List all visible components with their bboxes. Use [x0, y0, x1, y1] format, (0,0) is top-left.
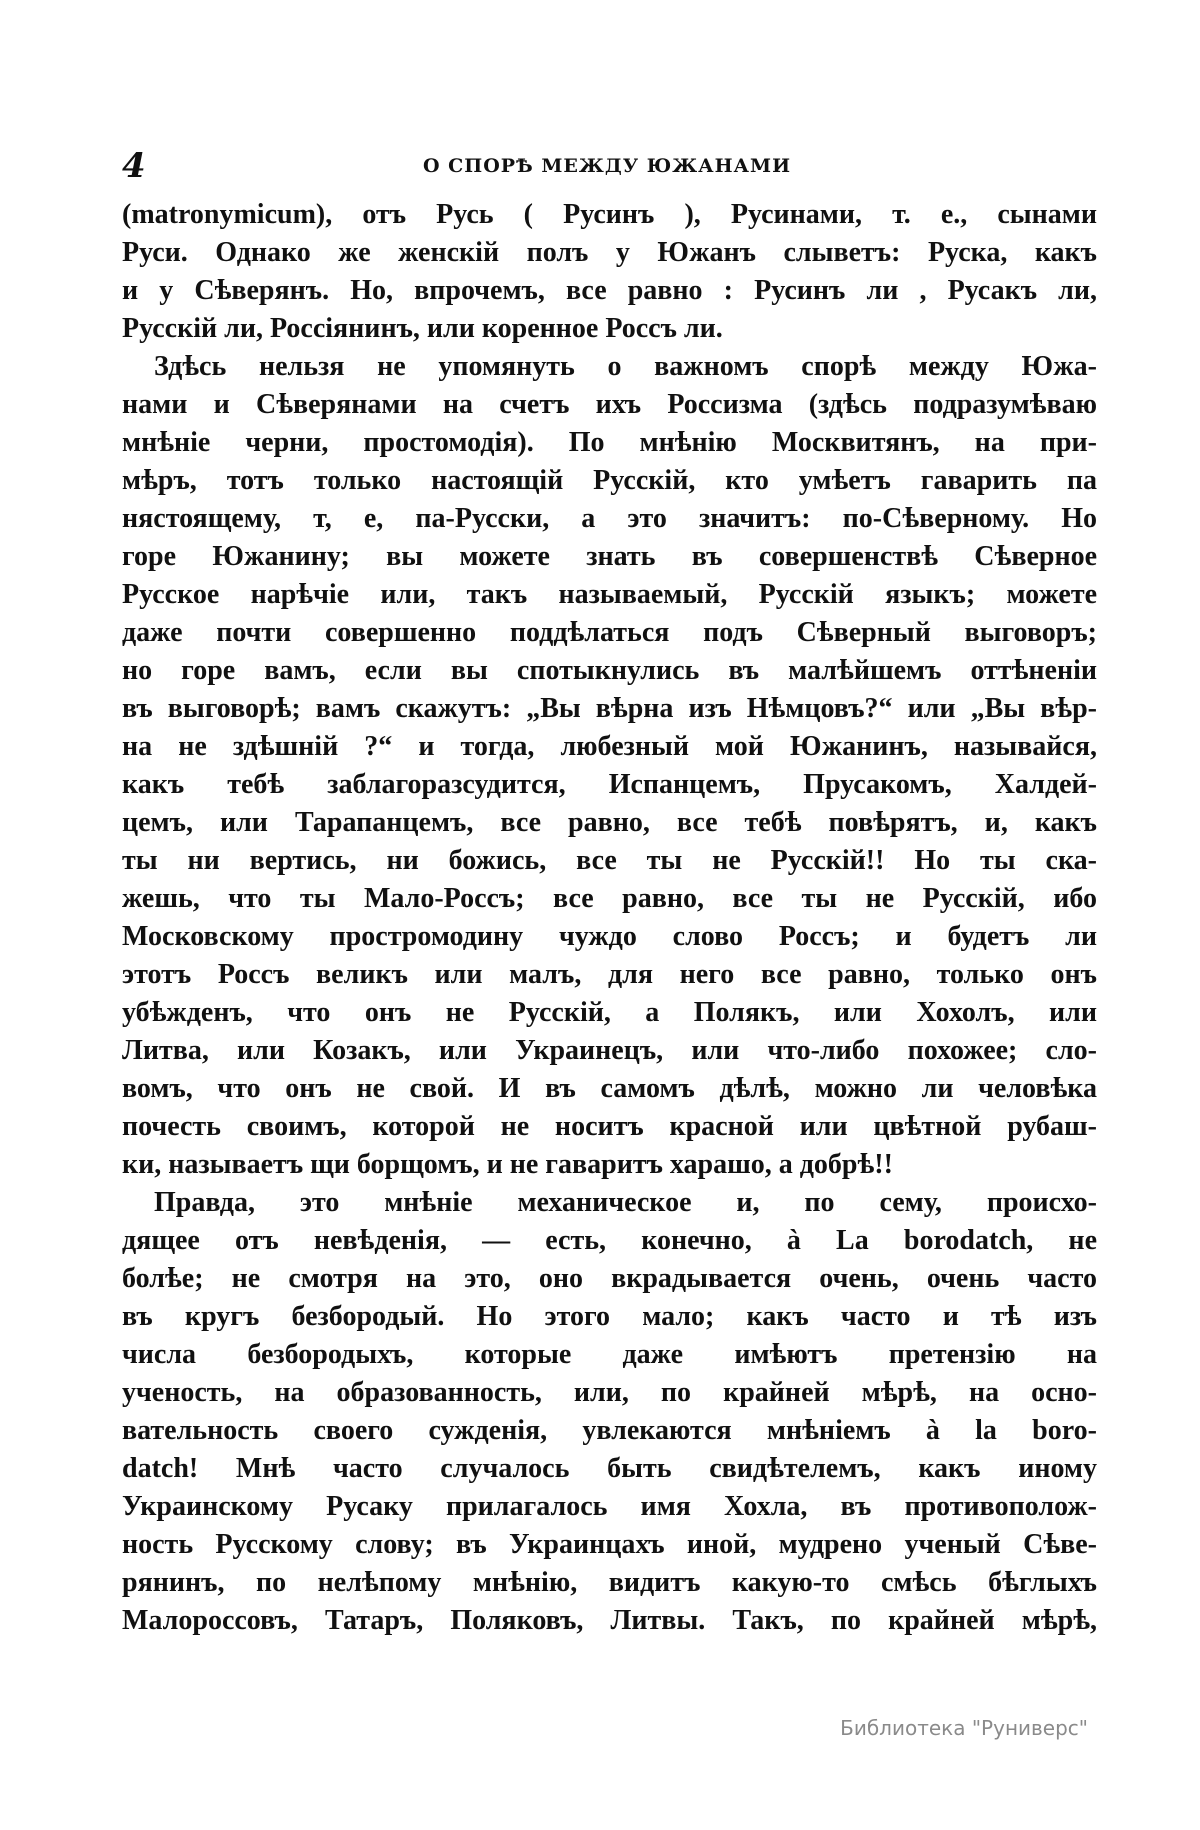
text-line: Малороссовъ, Татаръ, Поляковъ, Литвы. Такъ, по крайней мѣрѣ, — [122, 1605, 1097, 1636]
running-head: О СПОРѢ МЕЖДУ ЮЖАНАМИ — [422, 155, 792, 177]
text-line: жешь, что ты Мало-Россъ; все равно, все ты не Русскій, ибо — [122, 883, 1097, 914]
text-line: datch! Мнѣ часто случалось быть свидѣтелемъ, какъ иному — [122, 1453, 1097, 1484]
text-line: числа безбородыхъ, которые даже имѣютъ претензію на — [122, 1339, 1097, 1370]
text-line: нами и Сѣверянами на счетъ ихъ Россизма (здѣсь подразумѣваю — [122, 389, 1097, 420]
text-line: Московскому простромодину чуждо слово Россъ; и будетъ ли — [122, 921, 1097, 952]
text-line: ученость, на образованность, или, по крайней мѣрѣ, на осно- — [122, 1377, 1097, 1408]
text-line: Литва, или Козакъ, или Украинецъ, или что-либо похожее; сло- — [122, 1035, 1097, 1066]
text-line: почесть своимъ, которой не носитъ красной или цвѣтной рубаш- — [122, 1111, 1097, 1142]
text-line: въ выговорѣ; вамъ скажутъ: „Вы вѣрна изъ Нѣмцовъ?“ или „Вы вѣр- — [122, 693, 1097, 724]
text-line: но горе вамъ, если вы спотыкнулись въ малѣйшемъ оттѣненіи — [122, 655, 1097, 686]
text-line: (matronymicum), отъ Русь ( Русинъ ), Русинами, т. е., сынами — [122, 199, 1097, 230]
text-line: рянинъ, по нелѣпому мнѣнію, видитъ какую-то смѣсь бѣглыхъ — [122, 1567, 1097, 1598]
text-line: Русское нарѣчіе или, такъ называемый, Русскій языкъ; можете — [122, 579, 1097, 610]
text-line: Руси. Однако же женскій полъ у Южанъ слыветъ: Руска, какъ — [122, 237, 1097, 268]
text-line: Украинскому Русаку прилагалось имя Хохла, въ противополож- — [122, 1491, 1097, 1522]
text-line: Правда, это мнѣніе механическое и, по сему, происхо- — [154, 1187, 1097, 1218]
text-line: этотъ Россъ великъ или малъ, для него все равно, только онъ — [122, 959, 1097, 990]
page-header — [122, 146, 1092, 186]
text-line: ты ни вертись, ни божись, все ты не Русскій!! Но ты ска- — [122, 845, 1097, 876]
text-line: горе Южанину; вы можете знать въ совершенствѣ Сѣверное — [122, 541, 1097, 572]
text-line: мѣръ, тотъ только настоящій Русскій, кто умѣетъ гаварить па — [122, 465, 1097, 496]
text-line: и у Сѣверянъ. Но, впрочемъ, все равно : Русинъ ли , Русакъ ли, — [122, 275, 1097, 306]
text-line: мнѣніе черни, простомодія). По мнѣнію Москвитянъ, на при- — [122, 427, 1097, 458]
text-line: даже почти совершенно поддѣлаться подъ Сѣверный выговоръ; — [122, 617, 1097, 648]
text-line: убѣжденъ, что онъ не Русскій, а Полякъ, или Хохолъ, или — [122, 997, 1097, 1028]
text-line: въ кругъ безбородый. Но этого мало; какъ часто и тѣ изъ — [122, 1301, 1097, 1332]
page-number: 4 — [122, 146, 146, 186]
library-watermark: Библиотека "Руниверс" — [840, 1716, 1088, 1740]
text-line: ность Русскому слову; въ Украинцахъ иной, мудрено ученый Сѣве- — [122, 1529, 1097, 1560]
text-line: Здѣсь нельзя не упомянуть о важномъ спорѣ между Южа- — [154, 351, 1097, 382]
text-line: какъ тебѣ заблагоразсудится, Испанцемъ, Прусакомъ, Халдей- — [122, 769, 1097, 800]
text-line: на не здѣшній ?“ и тогда, любезный мой Южанинъ, называйся, — [122, 731, 1097, 762]
text-line: Русскій ли, Россіянинъ, или коренное Россъ ли. — [122, 313, 723, 344]
text-line: вомъ, что онъ не свой. И въ самомъ дѣлѣ, можно ли человѣка — [122, 1073, 1097, 1104]
body-text — [122, 196, 1097, 1640]
text-line: дящее отъ невѣденія, — есть, конечно, à La borodatch, не — [122, 1225, 1097, 1256]
text-line: ки, называетъ щи борщомъ, и не гаваритъ харашо, а добрѣ!! — [122, 1149, 893, 1180]
text-line: болѣе; не смотря на это, оно вкрадывается очень, очень часто — [122, 1263, 1097, 1294]
text-line: цемъ, или Тарапанцемъ, все равно, все тебѣ повѣрятъ, и, какъ — [122, 807, 1097, 838]
text-line: нястоящему, т, е, па-Русски, а это значитъ: по-Сѣверному. Но — [122, 503, 1097, 534]
text-line: вательность своего сужденія, увлекаются мнѣніемъ à la boro- — [122, 1415, 1097, 1446]
